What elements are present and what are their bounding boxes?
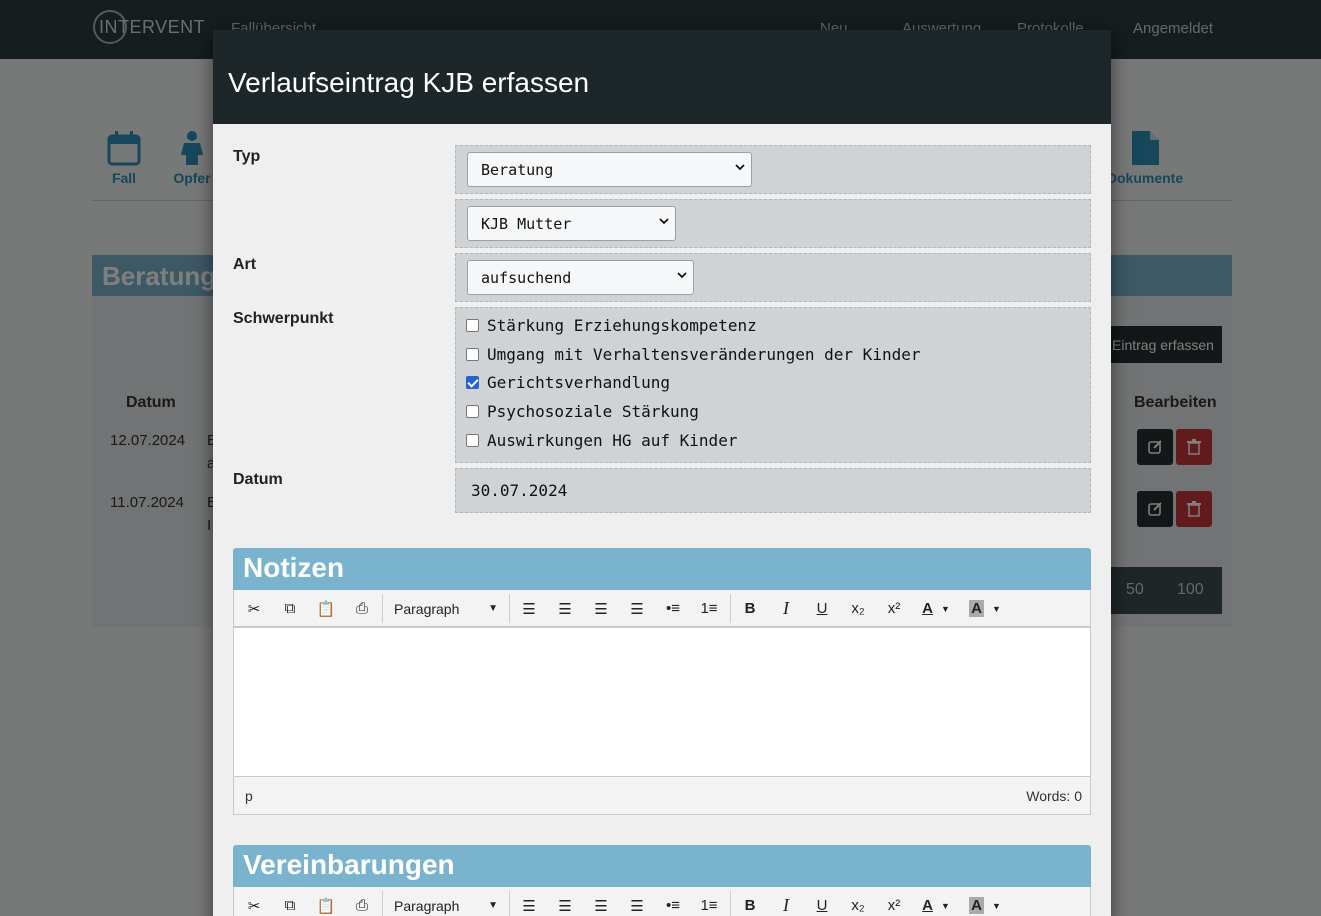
- typ-sub-field-group: [455, 199, 1091, 248]
- align-center-icon[interactable]: ☰: [558, 897, 572, 915]
- italic-icon[interactable]: I: [783, 895, 789, 915]
- checkbox-row[interactable]: [466, 343, 920, 365]
- toolbar-separator: [382, 594, 383, 623]
- subscript-icon[interactable]: x₂: [851, 897, 865, 914]
- italic-icon[interactable]: I: [783, 598, 789, 618]
- typ-field-group: [455, 145, 1091, 194]
- checkbox[interactable]: [466, 434, 479, 447]
- checkbox-label: Gerichtsverhandlung: [487, 372, 671, 392]
- art-select[interactable]: [467, 260, 694, 295]
- superscript-icon[interactable]: x²: [887, 600, 901, 617]
- superscript-icon[interactable]: x²: [887, 897, 901, 914]
- checkbox[interactable]: [466, 348, 479, 361]
- caret-down-icon: ▼: [488, 603, 498, 614]
- toolbar-separator: [509, 594, 510, 623]
- word-count: Words: 0: [1026, 788, 1082, 804]
- art-field-group: [455, 253, 1091, 302]
- format-select-value: Paragraph: [394, 600, 460, 617]
- element-path[interactable]: p: [245, 788, 253, 804]
- checkbox-checked[interactable]: [466, 376, 479, 389]
- align-justify-icon[interactable]: ☰: [630, 897, 644, 915]
- checkbox[interactable]: [466, 319, 479, 332]
- underline-icon[interactable]: U: [816, 897, 828, 914]
- art-select-value: aufsuchend: [481, 269, 572, 287]
- checkbox-label: Stärkung Erziehungskompetenz: [487, 315, 757, 335]
- align-left-icon[interactable]: ☰: [522, 600, 536, 618]
- format-select[interactable]: [386, 887, 504, 916]
- checkbox-label: Auswirkungen HG auf Kinder: [487, 430, 738, 450]
- modal-header: [213, 30, 1111, 124]
- print-icon[interactable]: ⎙: [355, 897, 368, 914]
- text-color-icon[interactable]: A ▼: [922, 897, 950, 914]
- toolbar-separator: [382, 891, 383, 916]
- notizen-editor-area[interactable]: [233, 627, 1091, 777]
- checkbox-row[interactable]: [466, 400, 699, 422]
- typ-select-value: Beratung: [481, 161, 554, 179]
- background-color-icon[interactable]: A ▼: [971, 600, 1001, 617]
- checkbox-row[interactable]: [466, 429, 737, 451]
- subscript-icon[interactable]: x₂: [851, 600, 865, 617]
- checkbox-label: Psychosoziale Stärkung: [487, 401, 699, 421]
- vereinbarungen-heading: Vereinbarungen: [233, 845, 1091, 887]
- typ-sub-select-value: KJB Mutter: [481, 215, 572, 233]
- copy-icon[interactable]: ⧉: [284, 897, 296, 914]
- typ-label: Typ: [233, 148, 261, 165]
- bold-icon[interactable]: B: [744, 600, 756, 617]
- align-justify-icon[interactable]: ☰: [630, 600, 644, 618]
- bold-icon[interactable]: B: [744, 897, 756, 914]
- notizen-heading: Notizen: [233, 548, 1091, 590]
- checkbox-row[interactable]: [466, 371, 670, 393]
- cut-icon[interactable]: ✂: [247, 600, 261, 618]
- datum-label: Datum: [233, 471, 283, 488]
- toolbar-separator: [509, 891, 510, 916]
- vereinbarungen-toolbar: [233, 887, 1091, 916]
- align-right-icon[interactable]: ☰: [594, 897, 608, 915]
- align-left-icon[interactable]: ☰: [522, 897, 536, 915]
- datum-value: 30.07.2024: [471, 481, 568, 500]
- background-color-icon[interactable]: A ▼: [971, 897, 1001, 914]
- caret-down-icon: ▼: [488, 900, 498, 911]
- notizen-statusbar: [233, 777, 1091, 815]
- format-select[interactable]: [386, 590, 504, 627]
- art-label: Art: [233, 256, 257, 273]
- format-select-value: Paragraph: [394, 897, 460, 914]
- bullet-list-icon[interactable]: •≡: [665, 897, 680, 914]
- verlaufseintrag-modal: [213, 30, 1111, 916]
- align-center-icon[interactable]: ☰: [558, 600, 572, 618]
- schwerpunkt-label: Schwerpunkt: [233, 310, 334, 327]
- numbered-list-icon[interactable]: 1≡: [700, 897, 718, 914]
- schwerpunkt-field-group: [455, 307, 1091, 463]
- align-right-icon[interactable]: ☰: [594, 600, 608, 618]
- typ-sub-select[interactable]: [467, 206, 676, 241]
- toolbar-separator: [730, 594, 731, 623]
- chevron-down-icon: [735, 162, 745, 172]
- checkbox-label: Umgang mit Verhaltensveränderungen der Kinder: [487, 344, 921, 364]
- numbered-list-icon[interactable]: 1≡: [700, 600, 718, 617]
- checkbox-row[interactable]: [466, 314, 757, 336]
- checkbox[interactable]: [466, 405, 479, 418]
- chevron-down-icon: [659, 216, 669, 226]
- copy-icon[interactable]: ⧉: [284, 600, 296, 617]
- cut-icon[interactable]: ✂: [247, 897, 261, 915]
- underline-icon[interactable]: U: [816, 600, 828, 617]
- modal-title: Verlaufseintrag KJB erfassen: [228, 67, 590, 98]
- text-color-icon[interactable]: A ▼: [922, 600, 950, 617]
- toolbar-separator: [730, 891, 731, 916]
- notizen-toolbar: [233, 590, 1091, 627]
- datum-field[interactable]: [455, 468, 1091, 513]
- bullet-list-icon[interactable]: •≡: [665, 600, 680, 617]
- paste-icon[interactable]: 📋: [316, 600, 336, 618]
- paste-icon[interactable]: 📋: [316, 897, 336, 915]
- print-icon[interactable]: ⎙: [355, 600, 368, 617]
- typ-select[interactable]: [467, 152, 752, 187]
- chevron-down-icon: [677, 270, 687, 280]
